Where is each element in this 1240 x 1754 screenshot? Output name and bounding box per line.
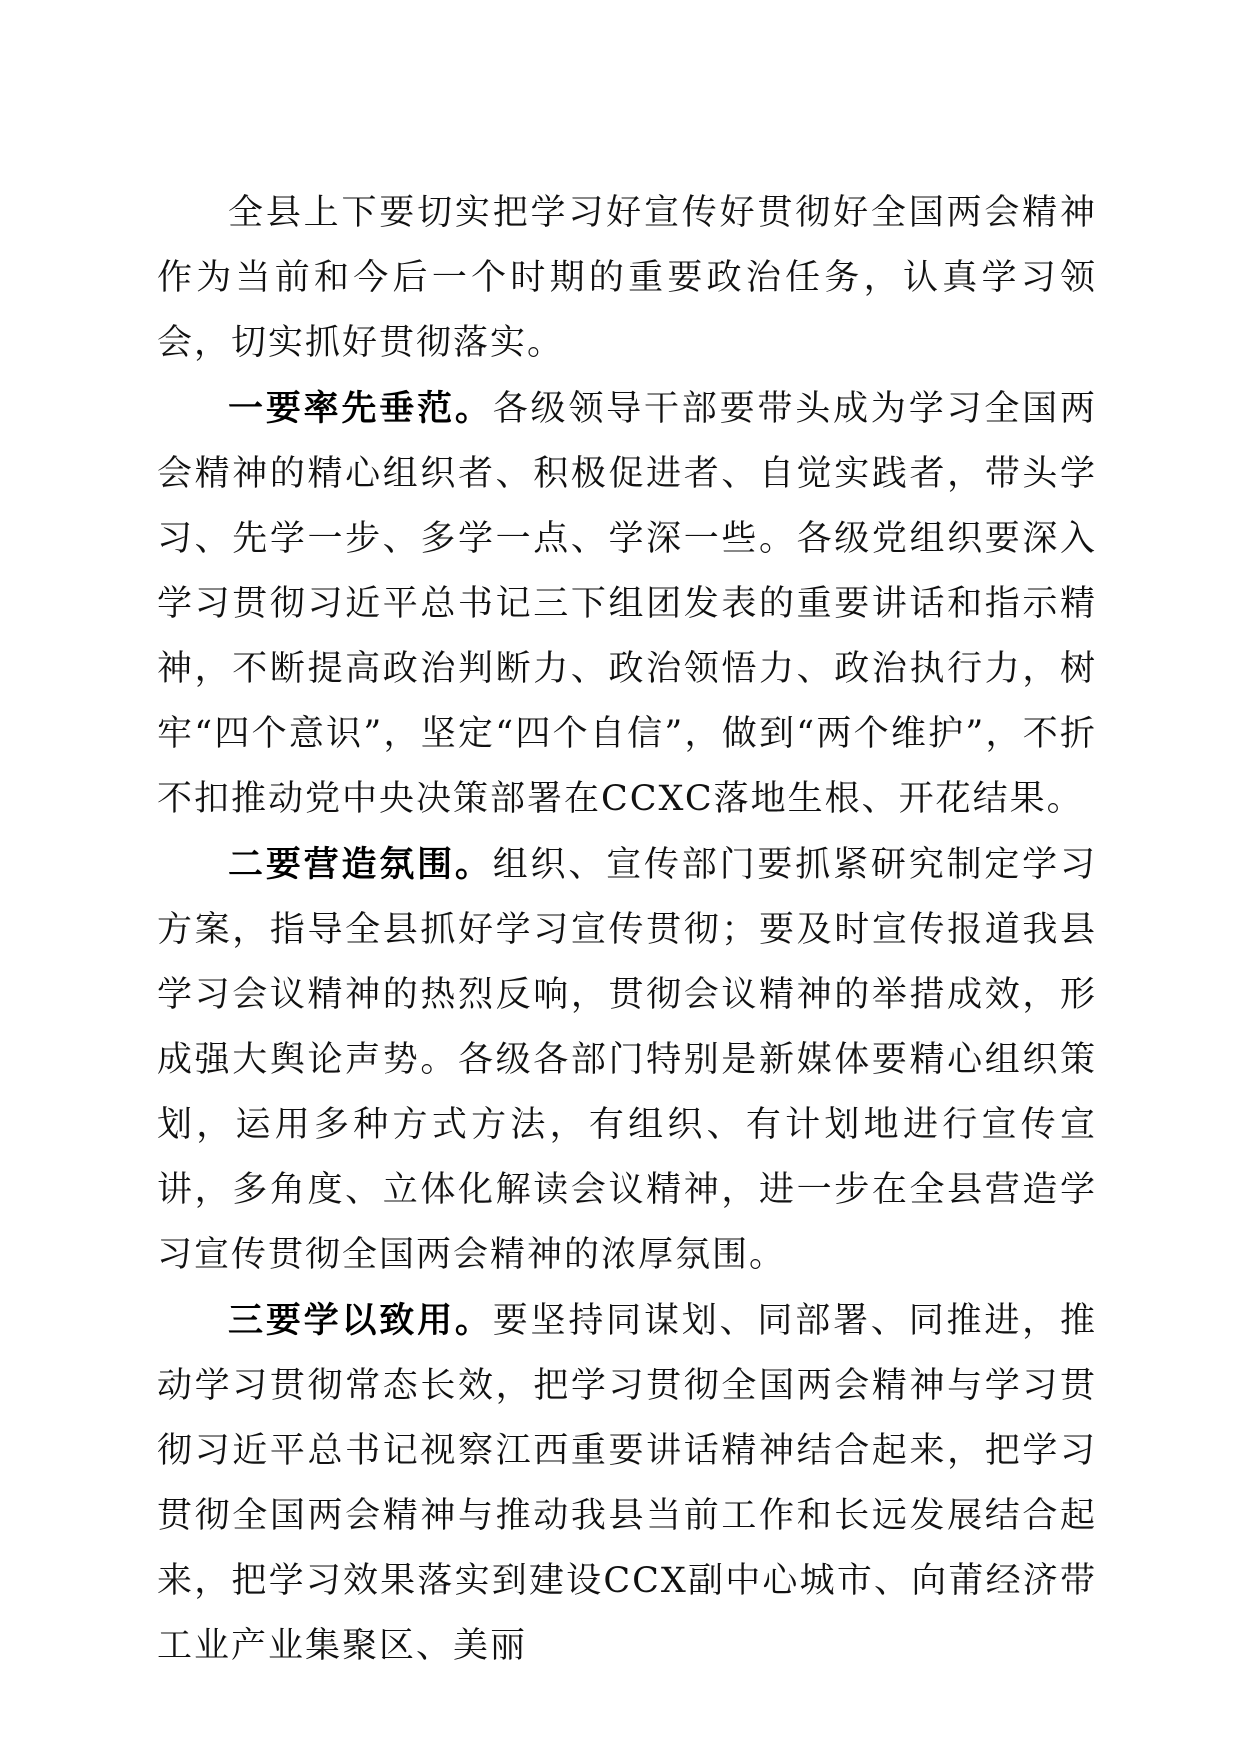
paragraph-text: 各级领导干部要带头成为学习全国两会精神的精心组织者、积极促进者、自觉实践者，带头学习、先学一步、多学一点、学深一些。各级党组织要深入学习贯彻习近平总书记三下组团发表的重要讲话和指示精神，不断提高政治判断力、政治领悟力、政治执行力，树牢“四个意识”，坚定“四个自信”，做到“两个维护”，不折不扣推动党中央决策部署在CCXC落地生根、开花结果。 (157, 389, 1097, 819)
paragraph-text: 全县上下要切实把学习好宣传好贯彻好全国两会精神作为当前和今后一个时期的重要政治任务，认真学习领会，切实抓好贯彻落实。 (157, 193, 1097, 363)
paragraph-lead: 二要营造氛围。 (228, 844, 493, 885)
document-body (157, 180, 1097, 1679)
paragraph-point-three (157, 1288, 1097, 1679)
paragraph-text: 要坚持同谋划、同部署、同推进，推动学习贯彻常态长效，把学习贯彻全国两会精神与学习贯彻习近平总书记视察江西重要讲话精神结合起来，把学习贯彻全国两会精神与推动我县当前工作和长远发展结合起来，把学习效果落实到建设CCX副中心城市、向莆经济带工业产业集聚区、美丽 (157, 1301, 1097, 1666)
paragraph-lead: 三要学以致用。 (228, 1300, 493, 1341)
paragraph-lead: 一要率先垂范。 (228, 388, 493, 429)
paragraph-intro (157, 180, 1097, 376)
paragraph-point-two (157, 832, 1097, 1288)
paragraph-text: 组织、宣传部门要抓紧研究制定学习方案，指导全县抓好学习宣传贯彻；要及时宣传报道我县学习会议精神的热烈反响，贯彻会议精神的举措成效，形成强大舆论声势。各级各部门特别是新媒体要精心组织策划，运用多种方式方法，有组织、有计划地进行宣传宣讲，多角度、立体化解读会议精神，进一步在全县营造学习宣传贯彻全国两会精神的浓厚氛围。 (157, 845, 1097, 1275)
paragraph-point-one (157, 376, 1097, 832)
